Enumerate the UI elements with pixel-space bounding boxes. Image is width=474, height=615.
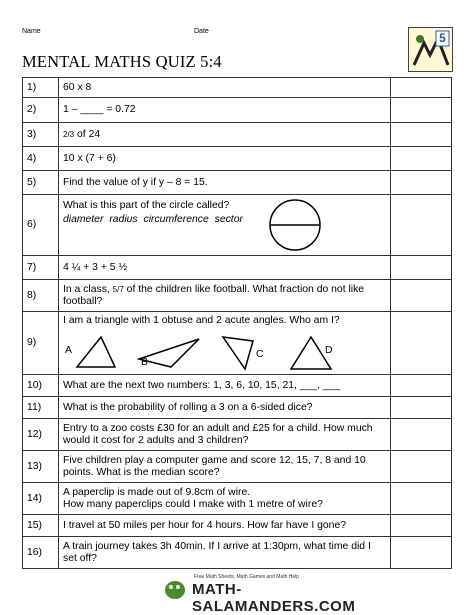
name-label: Name xyxy=(22,28,41,35)
answer-box[interactable] xyxy=(391,451,452,483)
question-text: 60 x 8 xyxy=(59,78,391,98)
quiz-table xyxy=(22,77,452,569)
question-text: I am a triangle with 1 obtuse and 2 acute angles. Who am I? A B C D xyxy=(59,312,391,375)
salamander-icon xyxy=(160,576,190,602)
question-number: 11) xyxy=(23,397,59,419)
fraction: 2/3 xyxy=(63,129,75,139)
answer-box[interactable] xyxy=(391,256,452,280)
question-number: 15) xyxy=(23,515,59,537)
question-number: 7) xyxy=(23,256,59,280)
question-number: 14) xyxy=(23,483,59,515)
triangle-label: C xyxy=(256,349,264,360)
page-title: MENTAL MATHS QUIZ 5:4 xyxy=(22,52,222,71)
question-number: 9) xyxy=(23,312,59,375)
answer-box[interactable] xyxy=(391,375,452,397)
question-number: 2) xyxy=(23,98,59,123)
answer-box[interactable] xyxy=(391,78,452,98)
question-text: 4 ¼ + 3 + 5 ½ xyxy=(59,256,391,280)
question-text: I travel at 50 miles per hour for 4 hours. How far have I gone? xyxy=(59,515,391,537)
question-text: What is the probability of rolling a 3 on a 6-sided dice? xyxy=(59,397,391,419)
question-text: A paperclip is made out of 9.8cm of wire. How many paperclips could I make with 1 metre of wire? xyxy=(59,483,391,515)
question-text: 1 – ____ = 0.72 xyxy=(59,98,391,123)
triangle-b xyxy=(139,339,199,367)
answer-box[interactable] xyxy=(391,147,452,171)
answer-box[interactable] xyxy=(391,537,452,569)
triangle-c xyxy=(223,337,253,369)
question-number: 4) xyxy=(23,147,59,171)
question-text: In a class, 5/7 of the children like football. What fraction do not like football? xyxy=(59,280,391,312)
answer-box[interactable] xyxy=(391,397,452,419)
logo-digit: 5 xyxy=(439,31,446,45)
circle-options: diameter radius circumference sector xyxy=(63,214,243,225)
question-text: What are the next two numbers: 1, 3, 6, 10, 15, 21, ___, ___ xyxy=(59,375,391,397)
triangle-label: D xyxy=(325,345,333,356)
question-text: Find the value of y if y – 8 = 15. xyxy=(59,171,391,195)
question-number: 1) xyxy=(23,78,59,98)
answer-box[interactable] xyxy=(391,515,452,537)
question-number: 3) xyxy=(23,123,59,147)
question-number: 13) xyxy=(23,451,59,483)
answer-box[interactable] xyxy=(391,280,452,312)
question-number: 5) xyxy=(23,171,59,195)
answer-box[interactable] xyxy=(391,195,452,256)
question-number: 8) xyxy=(23,280,59,312)
answer-box[interactable] xyxy=(391,98,452,123)
date-label: Date xyxy=(194,28,209,35)
question-number: 12) xyxy=(23,419,59,451)
footer-logo xyxy=(160,574,400,615)
question-text: Entry to a zoo costs £30 for an adult and £25 for a child. How much would it cost for 2 adults and 3 children? xyxy=(59,419,391,451)
question-number: 6) xyxy=(23,195,59,256)
circle-diagram xyxy=(263,198,327,252)
answer-box[interactable] xyxy=(391,419,452,451)
answer-box[interactable] xyxy=(391,171,452,195)
footer-tagline: Free Math Sheets, Math Games and Math Help xyxy=(194,574,300,580)
answer-box[interactable] xyxy=(391,123,452,147)
question-text: Five children play a computer game and score 12, 15, 7, 8 and 10 points. What is the median score? xyxy=(59,451,391,483)
question-number: 16) xyxy=(23,537,59,569)
fraction: 5/7 xyxy=(112,284,124,294)
question-text: A train journey takes 3h 40min. If I arrive at 1:30pm, what time did I set off? xyxy=(59,537,391,569)
triangle-a xyxy=(77,337,115,367)
answer-box[interactable] xyxy=(391,312,452,375)
triangles-diagram xyxy=(63,329,333,373)
triangle-label: B xyxy=(141,357,148,368)
question-text: 10 x (7 + 6) xyxy=(59,147,391,171)
salamander-logo xyxy=(408,27,453,72)
question-text: 2/3 of 24 xyxy=(59,123,391,147)
footer-site-name: MATH-SALAMANDERS.COM xyxy=(192,581,356,615)
question-number: 10) xyxy=(23,375,59,397)
answer-box[interactable] xyxy=(391,483,452,515)
triangle-label: A xyxy=(65,345,72,356)
question-text: What is this part of the circle called? diameter radius circumference sector xyxy=(59,195,391,256)
